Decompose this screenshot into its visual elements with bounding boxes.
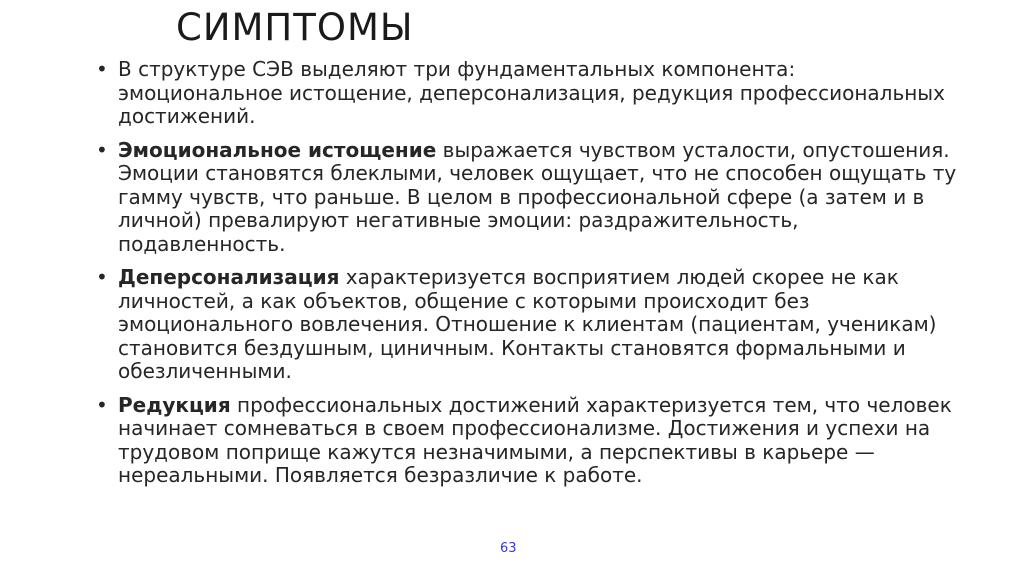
- bullet-text: выражается чувством усталости, опустошения. Эмоции становятся блеклыми, человек ощущает, что не способен ощущать ту гамму чувств, что раньше. В целом в профессиональной сфере (а затем и в личной) превалируют негативные эмоции: раздражительность, подавленность.: [118, 137, 957, 256]
- bullet-term: Редукция: [118, 392, 231, 417]
- bullet-term: Эмоциональное истощение: [118, 137, 437, 162]
- bullet-dot-icon: •: [96, 137, 108, 162]
- bullet-item-emotional-exhaustion: [96, 139, 966, 257]
- bullet-dot-icon: •: [96, 392, 108, 417]
- slide-title: СИМПТОМЫ: [176, 6, 414, 49]
- bullet-item-structure: [96, 58, 966, 129]
- bullet-dot-icon: •: [96, 57, 108, 81]
- bullet-term: Деперсонализация: [118, 265, 340, 289]
- bullet-dot-icon: •: [96, 265, 108, 289]
- bullet-list: [96, 58, 966, 498]
- page-number: 63: [500, 541, 517, 556]
- bullet-item-reduction: [96, 394, 966, 488]
- bullet-item-depersonalization: [96, 266, 966, 384]
- bullet-text: профессиональных достижений характеризуется тем, что человек начинает сомневаться в своем профессионализме. Достижения и успехи на трудовом поприще кажутся незначимыми, а перспективы в карьере — нереальными. Появляется безразличие к работе.: [118, 392, 952, 487]
- bullet-text: характеризуется восприятием людей скорее не как личностей, а как объектов, общение с которыми происходит без эмоционального вовлечения. Отношение к клиентам (пациентам, ученикам) становится бездушным, циничным. Контакты становятся формальными и обезличенными.: [118, 265, 937, 383]
- bullet-text: В структуре СЭВ выделяют три фундаментальных компонента: эмоциональное истощение, деперсонализация, редукция профессиональных достижений.: [118, 57, 945, 128]
